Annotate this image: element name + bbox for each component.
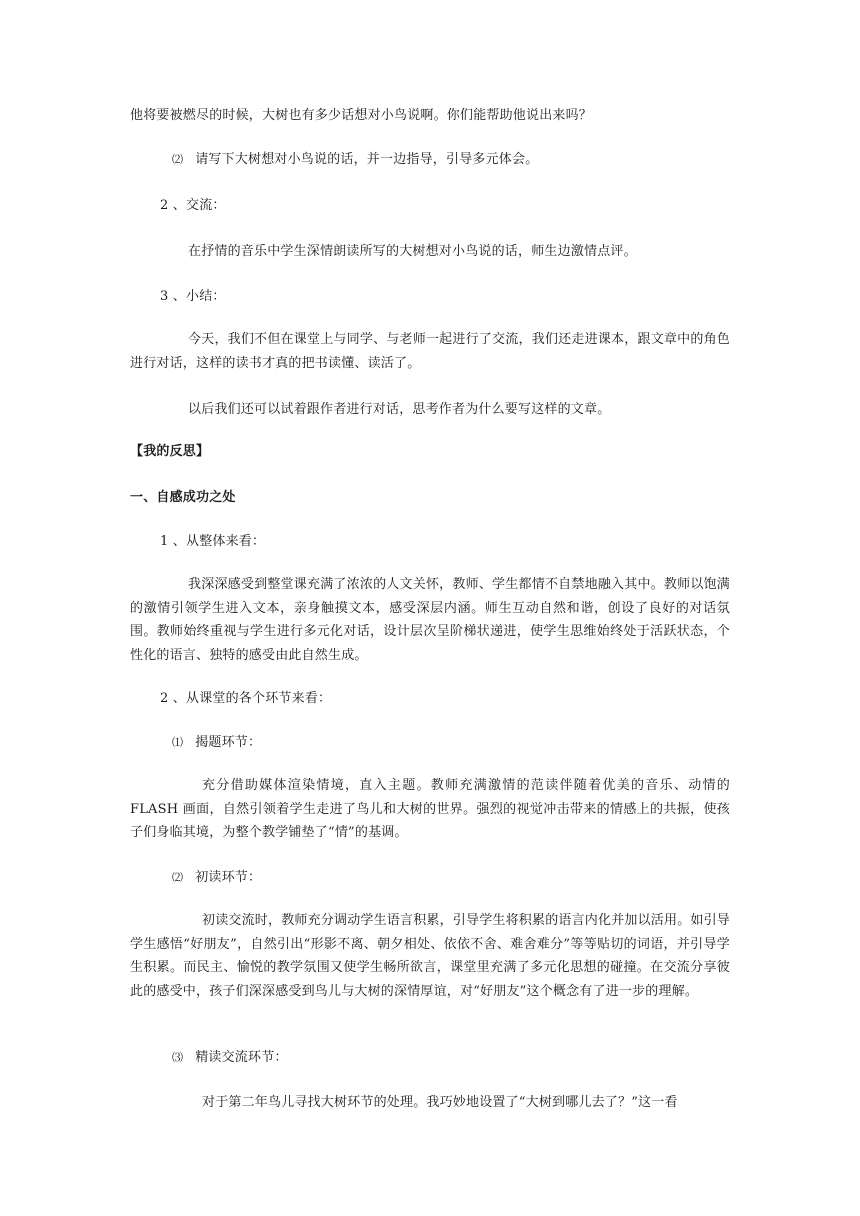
paragraph: 今天，我们不但在课堂上与同学、与老师一起进行了交流，我们还走进课本，跟文章中的角色进行对话，这样的读书才真的把书读懂、读活了。: [130, 332, 730, 371]
section-item: 2 、交流：: [160, 198, 226, 213]
numbered-line-text: 精读交流环节：: [195, 1050, 288, 1065]
list-marker: ⑵: [172, 871, 184, 884]
text-line: 以后我们还可以试着跟作者进行对话，思考作者为什么要写这样的文章。: [188, 402, 611, 417]
text-line: 对于第二年鸟儿寻找大树环节的处理。我巧妙地设置了“大树到哪儿去了？”这一看: [202, 1095, 678, 1110]
numbered-line: [172, 1046, 772, 1070]
list-marker: ⑶: [172, 1051, 184, 1064]
numbered-line-text: 请写下大树想对小鸟说的话，并一边指导，引导多元体会。: [195, 152, 539, 167]
numbered-line: [172, 866, 772, 890]
numbered-line-text: 初读环节：: [195, 870, 262, 885]
numbered-line: [172, 148, 772, 172]
subsection-heading: 一、自感成功之处: [130, 490, 236, 505]
text-line: 在抒情的音乐中学生深情朗读所写的大树想对小鸟说的话，师生边激情点评。: [188, 244, 637, 259]
section-heading: 【我的反思】: [130, 444, 210, 459]
section-item: 3 、小结：: [160, 289, 226, 304]
list-marker: ⑴: [172, 736, 184, 749]
paragraph: 我深深感受到整堂课充满了浓浓的人文关怀，教师、学生都情不自禁地融入其中。教师以饱满的激情引领学生进入文本，亲身触摸文本，感受深层内涵。师生互动自然和谐，创设了良好的对话氛围。教师始终重视与学生进行多元化对话，设计层次呈阶梯状递进，使学生思维始终处于活跃状态，个性化的语言、独特的感受由此自然生成。: [130, 577, 730, 663]
list-marker: ⑵: [172, 153, 184, 166]
paragraph: 初读交流时，教师充分调动学生语言积累，引导学生将积累的语言内化并加以活用。如引导学生感悟“好朋友”，自然引出“形影不离、朝夕相处、依依不舍、难舍难分”等等贴切的词语，并引导学生积累。而民主、愉悦的教学氛围又使学生畅所欲言，课堂里充满了多元化思想的碰撞。在交流分享彼此的感受中，孩子们深深感受到鸟儿与大树的深情厚谊，对“好朋友”这个概念有了进一步的理解。: [130, 913, 731, 999]
section-item: 2 、从课堂的各个环节来看：: [160, 691, 332, 706]
numbered-line-text: 揭题环节：: [195, 735, 262, 750]
text-line: 他将要被燃尽的时候，大树也有多少话想对小鸟说啊。你们能帮助他说出来吗？: [130, 108, 593, 123]
numbered-line: [172, 731, 772, 755]
section-item: 1 、从整体来看：: [160, 534, 266, 549]
paragraph: 充分借助媒体渲染情境，直入主题。教师充满激情的范读伴随着优美的音乐、动情的FLASH 画面，自然引领着学生走进了鸟儿和大树的世界。强烈的视觉冲击带来的情感上的共振，使孩子们身临其境，为整个教学铺垫了“情”的基调。: [130, 778, 730, 840]
